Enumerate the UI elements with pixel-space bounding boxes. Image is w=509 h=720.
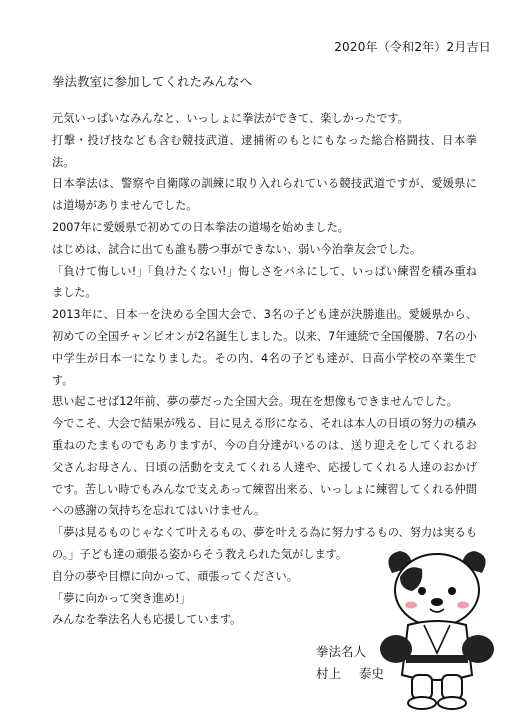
date-line: 2020年（令和2年）2月吉日 (334, 40, 491, 54)
signature-surname: 村上 (316, 666, 342, 681)
signature-block (316, 641, 384, 685)
dog-mascot-boxing-icon (378, 545, 496, 710)
greeting-line: 拳法教室に参加してくれたみんなへ (52, 74, 253, 89)
paragraph: 今でこそ、大会で結果が残る、目に見える形になる、それは本人の日頃の努力の積み重ねのたまものでもありますが、今の自分達がいるのは、送り迎えをしてくれるお父さんお母さん、日頃の活動を支えてくれる人達や、応援してくれる人達のおかげです。苦しい時でもみんなで支えあって練習出来る、いっしょに練習してくれる仲間への感謝の気持ちを忘れてはいけません。 (52, 417, 477, 518)
paragraph: 元気いっぱいなみんなと、いっしょに拳法ができて、楽しかったです。 (52, 112, 409, 125)
paragraph: 「負けて悔しい!」「負けたくない!」悔しさをバネにして、いっぱい練習を積み重ねました。 (52, 264, 477, 300)
paragraph: 打撃・投げ技なども含む競技武道、逮捕術のもとにもなった総合格闘技、日本拳法。 (52, 133, 477, 169)
paragraph: みんなを拳法名人も応援しています。 (52, 613, 242, 627)
paragraph: 「夢は見るものじゃなくて叶えるもの、夢を叶える為に努力するもの、努力は実るもの。」子ども達の頑張る姿からそう教えられた気がします。 (52, 526, 477, 561)
paragraph: 日本拳法は、警察や自衛隊の訓練に取り入れられている競技武道ですが、愛媛県には道場がありませんでした。 (52, 177, 477, 213)
signature-name (316, 663, 384, 685)
paragraph: はじめは、試合に出ても誰も勝つ事ができない、弱い今治拳友会でした。 (52, 242, 422, 256)
paragraph: 「夢に向かって突き進め!」 (52, 591, 191, 605)
paragraph: 2013年に、日本一を決める全国大会で、3名の子ども達が決勝進出。愛媛県から、初めての全国チャンピオンが2名誕生しました。以来、7年連続で全国優勝、7名の小中学生が日本一になりました。その内、4名の子ども達が、日高小学校の卒業生です。 (52, 308, 477, 387)
paragraph: 思い起こせば12年前、夢の夢だった全国大会。現在を想像もできませんでした。 (52, 395, 458, 409)
paragraph: 2007年に愛媛県で初めての日本拳法の道場を始めました。 (52, 220, 349, 234)
paragraph: 自分の夢や目標に向かって、頑張ってください。 (52, 569, 298, 583)
signature-title: 拳法名人 (316, 644, 367, 659)
signature-given-name: 泰史 (359, 666, 385, 681)
